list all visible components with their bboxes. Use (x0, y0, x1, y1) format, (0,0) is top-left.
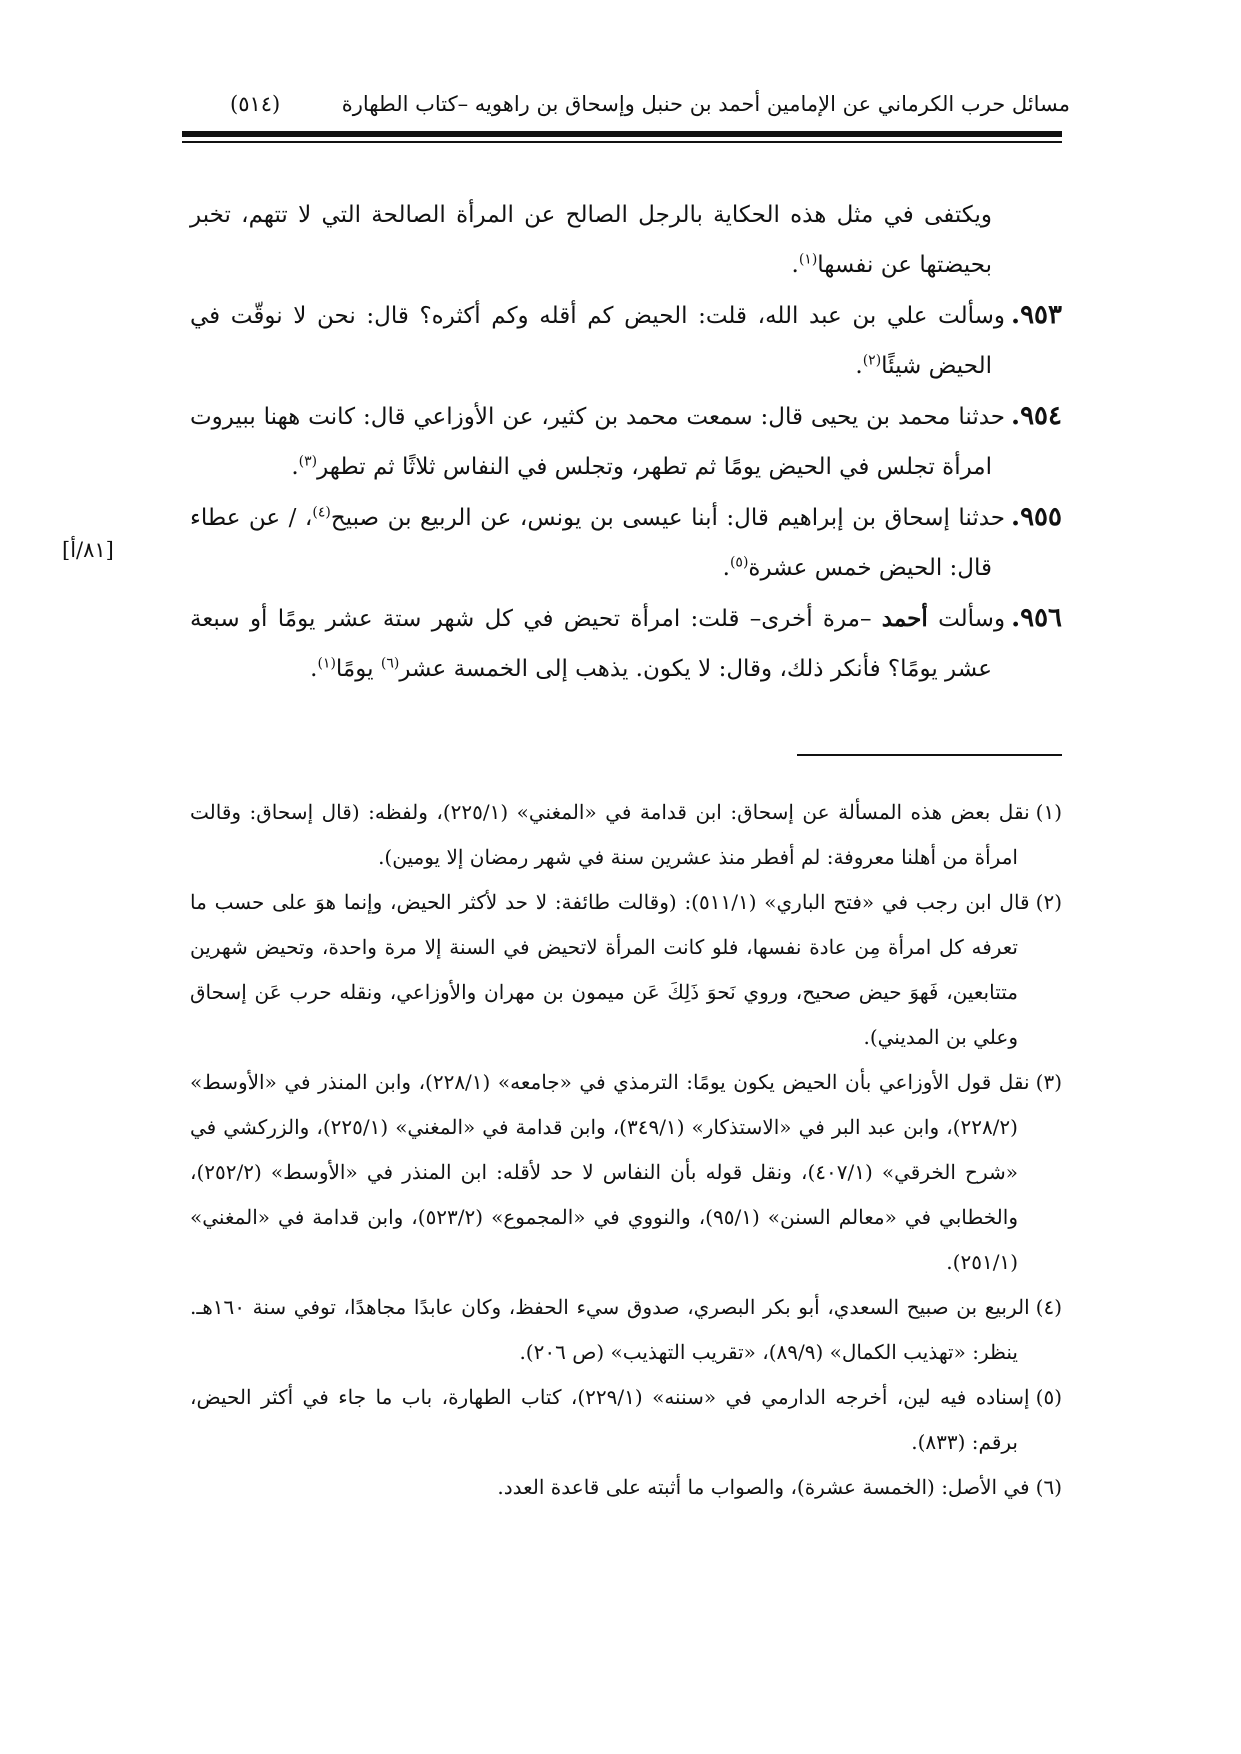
footnote-text: إسناده فيه لين، أخرجه الدارمي في «سننه» (٢٢٩/١)، كتاب الطهارة، باب ما جاء في أكثر الحيض، برقم: (٨٣٣). (190, 1385, 1030, 1454)
entry-number: ٩٥٦. (1011, 603, 1063, 633)
entry-text-end: . (855, 353, 863, 379)
header-rule-thick (182, 131, 1062, 137)
entry-text-3: يومًا (335, 656, 374, 682)
entry-954 (190, 391, 1062, 492)
footnote-text: نقل قول الأوزاعي بأن الحيض يكون يومًا: الترمذي في «جامعه» (٢٢٨/١)، وابن المنذر في «الأوسط» (٢٢٨/٢)، وابن عبد البر في «الاستذكار» (٣٤٩/١)، وابن قدامة في «المغني» (٢٢٥/١)، والزركشي في «شرح الخرقي» (٤٠٧/١)، ونقل قوله بأن النفاس لا حد لأقله: ابن المنذر في «الأوسط» (٢٥٢/٢)، والخطابي في «معالم السنن» (٩٥/١)، والنووي في «المجموع» (٥٢٣/٢)، وابن قدامة في «المغني» (٢٥١/١). (190, 1070, 1030, 1274)
entry-text-end: . (291, 454, 299, 480)
bold-name: أحمد (881, 605, 928, 632)
entry-text: وسألت (938, 606, 1006, 632)
footnote-separator (797, 754, 1062, 756)
footnote-ref: (٦) (380, 655, 400, 672)
entry-text: وسألت علي بن عبد الله، قلت: الحيض كم أقله وكم أكثره؟ قال: نحن لا نوقّت في الحيض شيئًا (190, 303, 1006, 379)
footnote-6 (190, 1465, 1062, 1510)
footnote-3 (190, 1060, 1062, 1285)
footnote-number: (٦) (1035, 1475, 1062, 1499)
opening-paragraph: ويكتفى في مثل هذه الحكاية بالرجل الصالح عن المرأة الصالحة التي لا تتهم، تخبر بحيضتها عن نفسها$^{(١)}$. (190, 202, 992, 278)
header-rule-thin (182, 141, 1062, 143)
footnote-number: (١) (1035, 800, 1063, 824)
header-title: مسائل حرب الكرماني عن الإمامين أحمد بن حنبل وإسحاق بن راهويه –كتاب الطهارة (341, 92, 1070, 116)
entry-text: حدثنا إسحاق بن إبراهيم قال: أبنا عيسى بن يونس، عن الربيع بن صبيح (330, 505, 1006, 531)
footnote-ref: (٤) (312, 504, 331, 521)
opening-text: ويكتفى في مثل هذه الحكاية بالرجل الصالح عن المرأة الصالحة التي لا تتهم، تخبر بحيضتها عن نفسها (190, 202, 992, 278)
running-header (190, 86, 1070, 126)
footnote-text: في الأصل: (الخمسة عشرة)، والصواب ما أثبته على قاعدة العدد. (497, 1475, 1030, 1499)
footnote-text: نقل بعض هذه المسألة عن إسحاق: ابن قدامة في «المغني» (٢٢٥/١)، ولفظه: (قال إسحاق: وقالت امرأة من أهلنا معروفة: لم أفطر منذ عشرين سنة في شهر رمضان إلا يومين). (190, 800, 1030, 869)
footnote-ref: (١) (798, 251, 818, 268)
footnote-5 (190, 1375, 1062, 1465)
entry-955 (190, 492, 1062, 593)
entry-text-end: . (722, 555, 730, 581)
footnote-number: (٢) (1035, 890, 1062, 914)
entry-number: ٩٥٤. (1011, 401, 1062, 431)
entry-text-mid: ، / عن عطاء قال: الحيض خمس عشرة (190, 505, 992, 581)
entry-953 (190, 290, 1062, 391)
footnote-ref: (٥) (729, 554, 749, 571)
margin-folio-note: [٨١/أ] (62, 538, 114, 562)
page-number: (٥١٤) (230, 92, 281, 116)
entry-number: ٩٥٣. (1011, 300, 1062, 330)
footnote-text: قال ابن رجب في «فتح الباري» (٥١١/١): (وقالت طائفة: لا حد لأكثر الحيض، وإنما هوَ على حسب ما تعرفه كل امرأة مِن عادة نفسها، فلو كانت المرأة لاتحيض في السنة إلا مرة واحدة، وتحيض شهرين متتابعين، فَهوَ حيض صحيح، وروي نَحوَ ذَلِكَ عَن ميمون بن مهران والأوزاعي، ونقله حرب عَن إسحاق وعلي بن المديني). (190, 890, 1030, 1049)
footnote-ref: (١) (317, 655, 336, 672)
entry-number: ٩٥٥. (1011, 502, 1062, 532)
entry-text-end: . (310, 656, 318, 682)
footnote-text: الربيع بن صبيح السعدي، أبو بكر البصري، صدوق سيء الحفظ، وكان عابدًا مجاهدًا، توفي سنة ١٦٠هـ. ينظر: «تهذيب الكمال» (٨٩/٩)، «تقريب التهذيب» (ص ٢٠٦). (190, 1295, 1030, 1364)
main-text (190, 190, 1062, 694)
footnote-1 (190, 790, 1062, 880)
footnote-number: (٤) (1035, 1295, 1063, 1319)
footnote-number: (٣) (1035, 1070, 1062, 1094)
footnote-4 (190, 1285, 1062, 1375)
entry-text-2: –مرة أخرى– قلت: امرأة تحيض في كل شهر ستة عشر يومًا أو سبعة عشر يومًا؟ فأنكر ذلك، وقال: لا يكون. يذهب إلى الخمسة عشر (190, 606, 992, 682)
footnote-ref: (٣) (298, 453, 318, 470)
entry-text: حدثنا محمد بن يحيى قال: سمعت محمد بن كثير، عن الأوزاعي قال: كانت ههنا ببيروت امرأة تجلس في الحيض يومًا ثم تطهر، وتجلس في النفاس ثلاثًا ثم تطهر (190, 404, 1006, 480)
footnote-number: (٥) (1035, 1385, 1062, 1409)
footnote-2 (190, 880, 1062, 1060)
entry-956 (190, 593, 1062, 694)
footnote-ref: (٢) (862, 352, 882, 369)
footnotes (190, 790, 1062, 1510)
